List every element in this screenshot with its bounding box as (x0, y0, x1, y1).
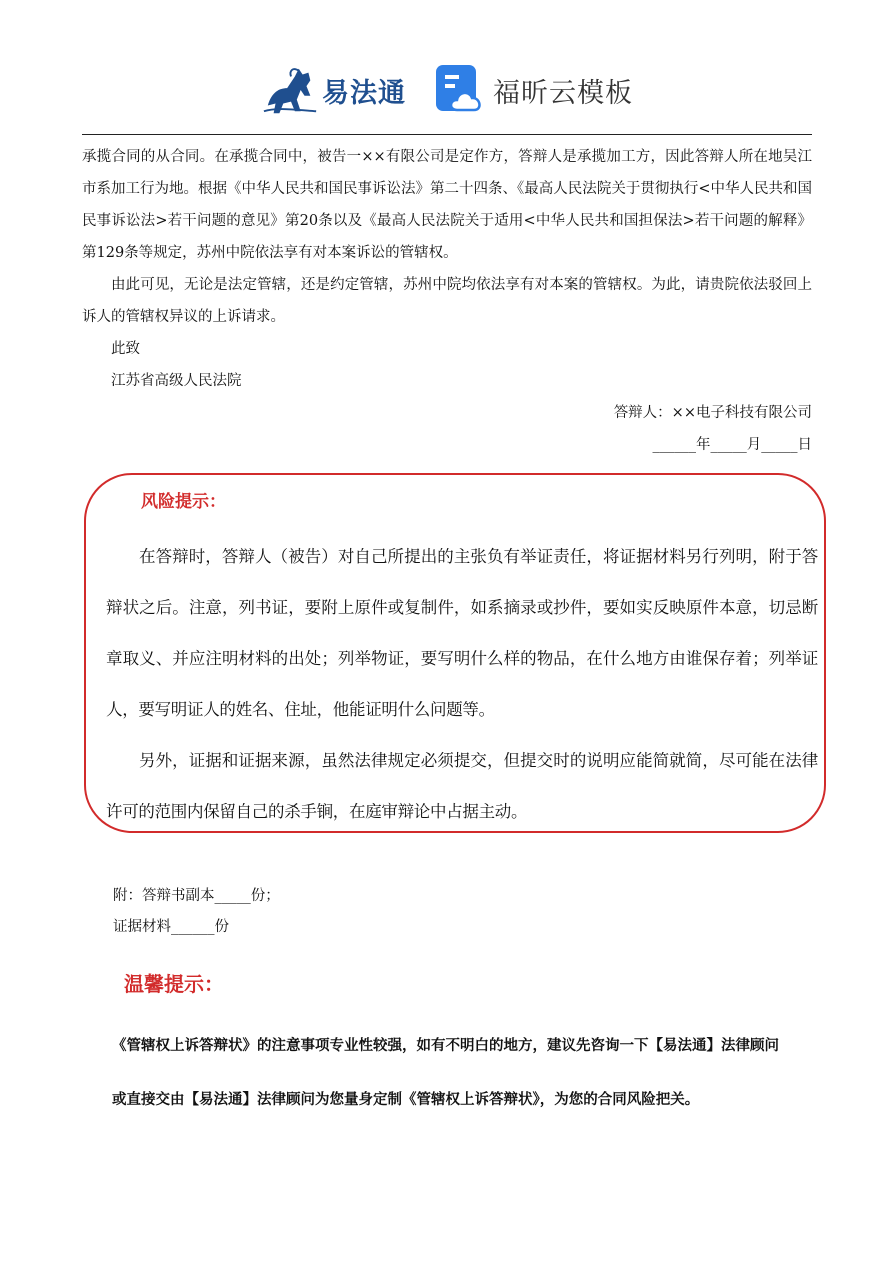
risk-notice-content (106, 531, 818, 837)
attachment-copies: 附：答辩书副本_____份； (113, 888, 280, 904)
horse-icon (262, 62, 320, 118)
risk-paragraph-2: 另外，证据和证据来源，虽然法律规定必须提交，但提交时的说明应能简就简，尽可能在法律许可的范围内保留自己的杀手锏，在庭审辩论中占据主动。 (106, 751, 818, 821)
salutation: 此致 (111, 341, 140, 357)
risk-notice-box (84, 473, 826, 833)
signature-date: ______年_____月_____日 (652, 437, 812, 453)
fuxin-logo (435, 64, 633, 116)
page-header (0, 58, 893, 128)
attachments-list (113, 881, 280, 943)
warm-tip-line-2: 或直接交由【易法通】法律顾问为您量身定制《管辖权上诉答辩状》，为您的合同风险把关。 (112, 1091, 700, 1108)
header-divider (82, 134, 812, 135)
body-paragraph-2: 由此可见，无论是法定管辖，还是约定管辖，苏州中院均依法享有对本案的管辖权。为此，请贵院依法驳回上诉人的管辖权异议的上诉请求。 (82, 277, 812, 325)
warm-tip-line-1: 《管辖权上诉答辩状》的注意事项专业性较强，如有不明白的地方，建议先咨询一下【易法通】法律顾问 (112, 1037, 779, 1054)
warm-tip-content (112, 1019, 822, 1127)
fuxin-logo-text: 福昕云模板 (493, 77, 633, 109)
risk-paragraph-1: 在答辩时，答辩人（被告）对自己所提出的主张负有举证责任，将证据材料另行列明，附于答辩状之后。注意，列书证，要附上原件或复制件，如系摘录或抄件，要如实反映原件本意，切忌断章取义、并应注明材料的出处；列举物证，要写明什么样的物品，在什么地方由谁保存着；列举证人，要写明证人的姓名、住址，他能证明什么问题等。 (106, 547, 818, 719)
warm-tip-title: 温馨提示： (124, 972, 224, 996)
respondent-signature: 答辩人：××电子科技有限公司 (613, 405, 812, 421)
risk-notice-title: 风险提示： (141, 492, 226, 512)
yifatong-logo (262, 62, 406, 118)
addressee-court: 江苏省高级人民法院 (111, 373, 242, 389)
document-body (82, 141, 812, 461)
cloud-document-icon (435, 64, 485, 116)
attachment-evidence: 证据材料______份 (113, 919, 229, 935)
yifatong-logo-text: 易法通 (322, 77, 406, 109)
body-paragraph-1: 承揽合同的从合同。在承揽合同中，被告一××有限公司是定作方，答辩人是承揽加工方，因此答辩人所在地吴江市系加工行为地。根据《中华人民共和国民事诉讼法》第二十四条、《最高人民法院关于贯彻执行<中华人民共和国民事诉讼法>若干问题的意见》第20条以及《最高人民法院关于适用<中华人民共和国担保法>若干问题的解释》第129条等规定，苏州中院依法享有对本案诉讼的管辖权。 (82, 149, 812, 261)
